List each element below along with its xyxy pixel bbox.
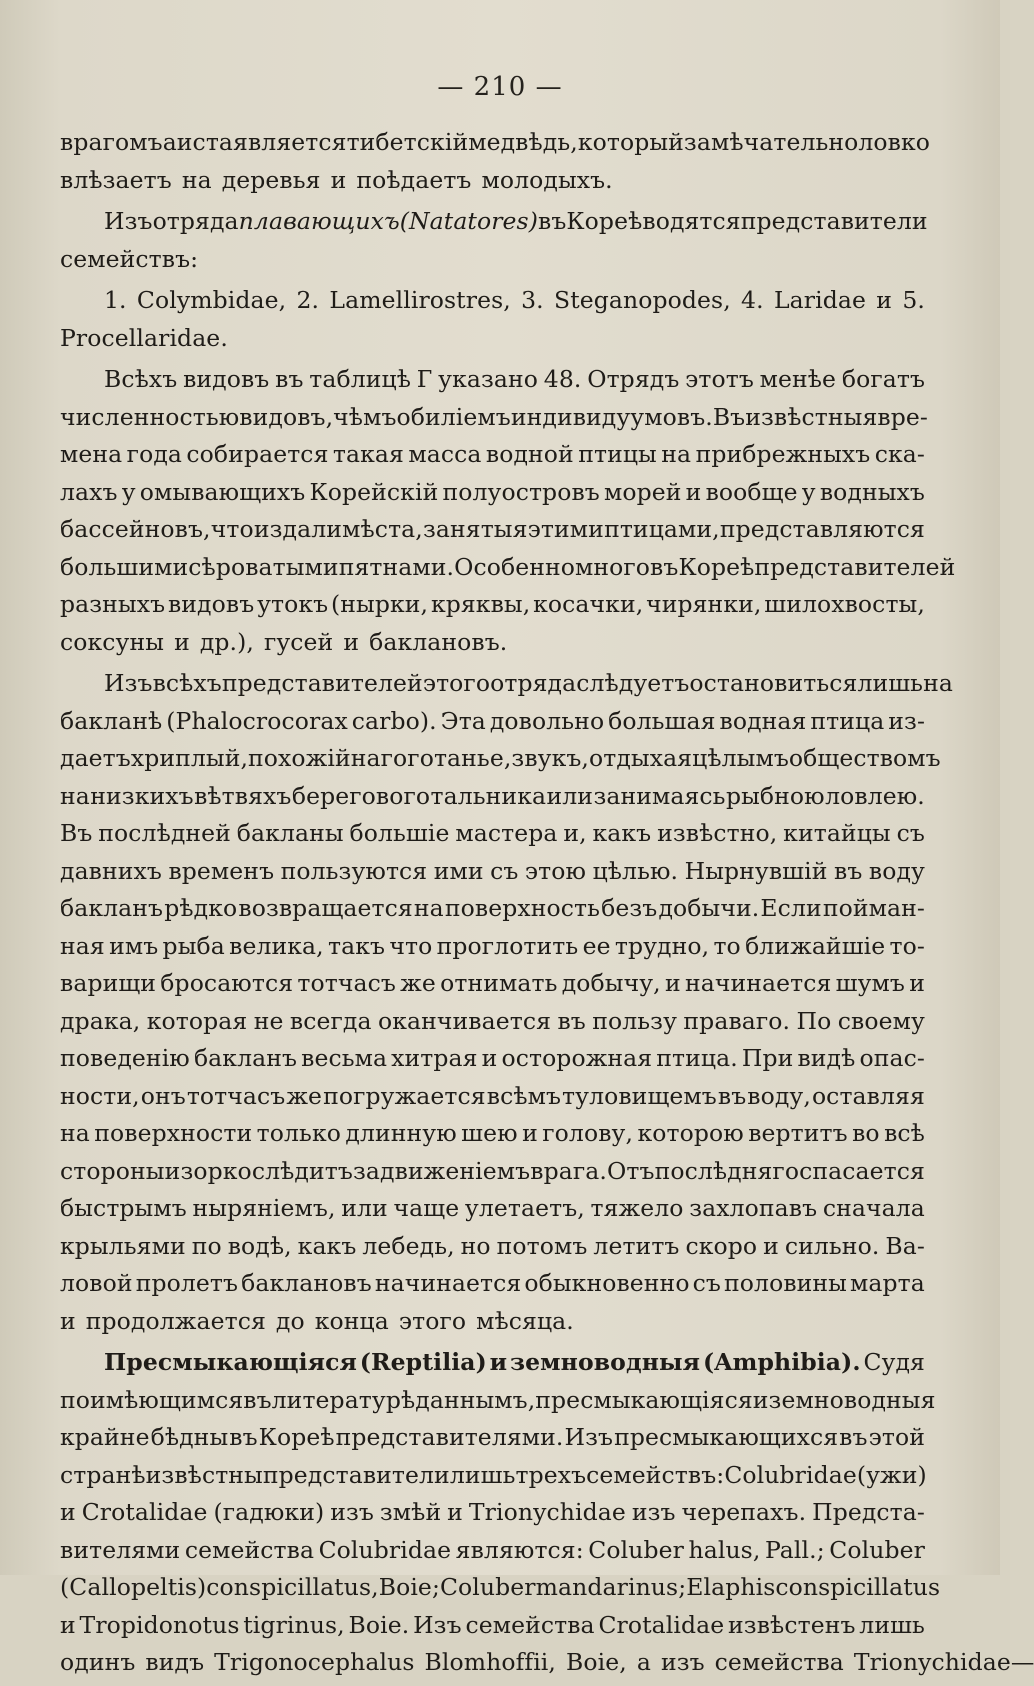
text-line: варищи бросаются тотчасъ же отнимать добычу, и начинается шумъ и (60, 969, 925, 997)
text-line: и Tropidonotus tigrinus, Boie. Изъ семейства Crotalidae извѣстенъ лишь (60, 1610, 925, 1639)
text-line: Procellaridae. (60, 323, 228, 352)
text-line: лахъ у омывающихъ Корейскій полуостровъ морей и вообще у водныхъ (60, 477, 925, 506)
text-line: давнихъ временъ пользуются ими съ этою цѣлью. Нырнувшій въ воду (60, 856, 925, 885)
text-line: соксуны и др.), гусей и баклановъ. (60, 627, 508, 656)
text-line: Изъ всѣхъ представителей этого отряда слѣдуетъ остановиться лишь на (104, 669, 953, 697)
text-line: Въ послѣдней бакланы большіе мастера и, какъ извѣстно, китайцы съ (60, 819, 925, 847)
paragraph (60, 203, 928, 278)
text-line: быстрымъ ныряніемъ, или чаще улетаетъ, тяжело захлопавъ сначала (60, 1194, 925, 1222)
page-text (60, 124, 1034, 1686)
text-line: ная имъ рыба велика, такъ что проглотить ее трудно, то ближайшіе то- (60, 931, 925, 960)
text-line: и Crotalidae (гадюки) изъ змѣй и Trionychidae изъ черепахъ. Предста- (60, 1498, 925, 1526)
text-line: по имѣющимся въ литературѣ даннымъ, пресмыкающіяся и земноводныя (60, 1385, 936, 1414)
text-line: семействъ: (60, 244, 199, 273)
text-line: странѣ извѣстны представители лишь трехъ семействъ: Colubridae (ужи) (60, 1460, 927, 1489)
text-line: вителями семейства Colubridae являются: Coluber halus, Pall.; Coluber (60, 1535, 925, 1564)
paragraph (60, 665, 953, 1340)
text-line: бассейновъ, что издали мѣста, занятыя этими птицами, представляются (60, 515, 925, 543)
text-line: (Callopeltis) conspicillatus, Boie; Coluber mandarinus; Elaphis conspicillatus (60, 1573, 941, 1601)
text-line: большими сѣроватыми пятнами. Особенно много въ Кореѣ представителей (60, 552, 956, 581)
text-line: 1. Colymbidae, 2. Lamellirostres, 3. Steganopodes, 4. Laridae и 5. (104, 286, 925, 314)
text-line: ловой пролетъ баклановъ начинается обыкновенно съ половины марта (60, 1269, 925, 1297)
text-line: поведенію бакланъ весьма хитрая и осторожная птица. При видѣ опас- (60, 1044, 925, 1072)
text-line: на поверхности только длинную шею и голову, которою вертитъ во всѣ (60, 1119, 925, 1147)
text-line: мена года собирается такая масса водной птицы на прибрежныхъ ска- (60, 440, 925, 468)
text-line: и продолжается до конца этого мѣсяца. (60, 1306, 574, 1335)
paragraph (60, 124, 931, 199)
text-line: Пресмыкающіяся (Reptilia) и земноводныя (Amphibia). Судя (104, 1348, 925, 1376)
text-line: даетъ хриплый, похожій на гоготанье, звукъ, отдыхая цѣлымъ обществомъ (60, 744, 941, 772)
text-line: стороны и зорко слѣдитъ за движеніемъ врага. Отъ послѣдняго спасается (60, 1156, 925, 1185)
page-number: — 210 — (437, 72, 563, 102)
text-line: Всѣхъ видовъ въ таблицѣ Г указано 48. Отрядъ этотъ менѣе богатъ (104, 365, 925, 393)
text-line: драка, которая не всегда оканчивается въ пользу праваго. По своему (60, 1006, 925, 1035)
text-line: Изъ отряда плавающихъ (Natatores) въ Кореѣ водятся представители (104, 207, 928, 235)
text-line: крайне бѣдны въ Кореѣ представителями. Изъ пресмыкающихся въ этой (60, 1423, 925, 1451)
text-line: влѣзаетъ на деревья и поѣдаетъ молодыхъ. (60, 165, 613, 194)
text-line: на низкихъ вѣтвяхъ берегового тальника или занимаясь рыбною ловлею. (60, 781, 925, 810)
paragraph (60, 1344, 1034, 1682)
text-line: бакланъ рѣдко возвращается на поверхность безъ добычи. Если пойман- (60, 894, 925, 922)
text-line: одинъ видъ Trigonocephalus Blomhoffii, Boie, а изъ семейства Trionychidae— (60, 1648, 1034, 1676)
text-line: врагомъ аиста является тибетскій медвѣдь, который замѣчательно ловко (60, 128, 931, 156)
text-line: численностью видовъ, чѣмъ обиліемъ индивидуумовъ. Въ извѣстныя вре- (60, 402, 928, 431)
text-line: бакланѣ (Phalocrocorax carbo). Эта довольно большая водная птица из- (60, 706, 925, 735)
text-line: ности, онъ тотчасъ же погружается всѣмъ туловищемъ въ воду, оставляя (60, 1081, 925, 1110)
text-line: разныхъ видовъ утокъ (нырки, кряквы, косачки, чирянки, шилохвосты, (60, 590, 925, 618)
paragraph (60, 361, 956, 661)
paragraph (60, 282, 925, 357)
text-line: крыльями по водѣ, какъ лебедь, но потомъ летитъ скоро и сильно. Ва- (60, 1231, 925, 1260)
